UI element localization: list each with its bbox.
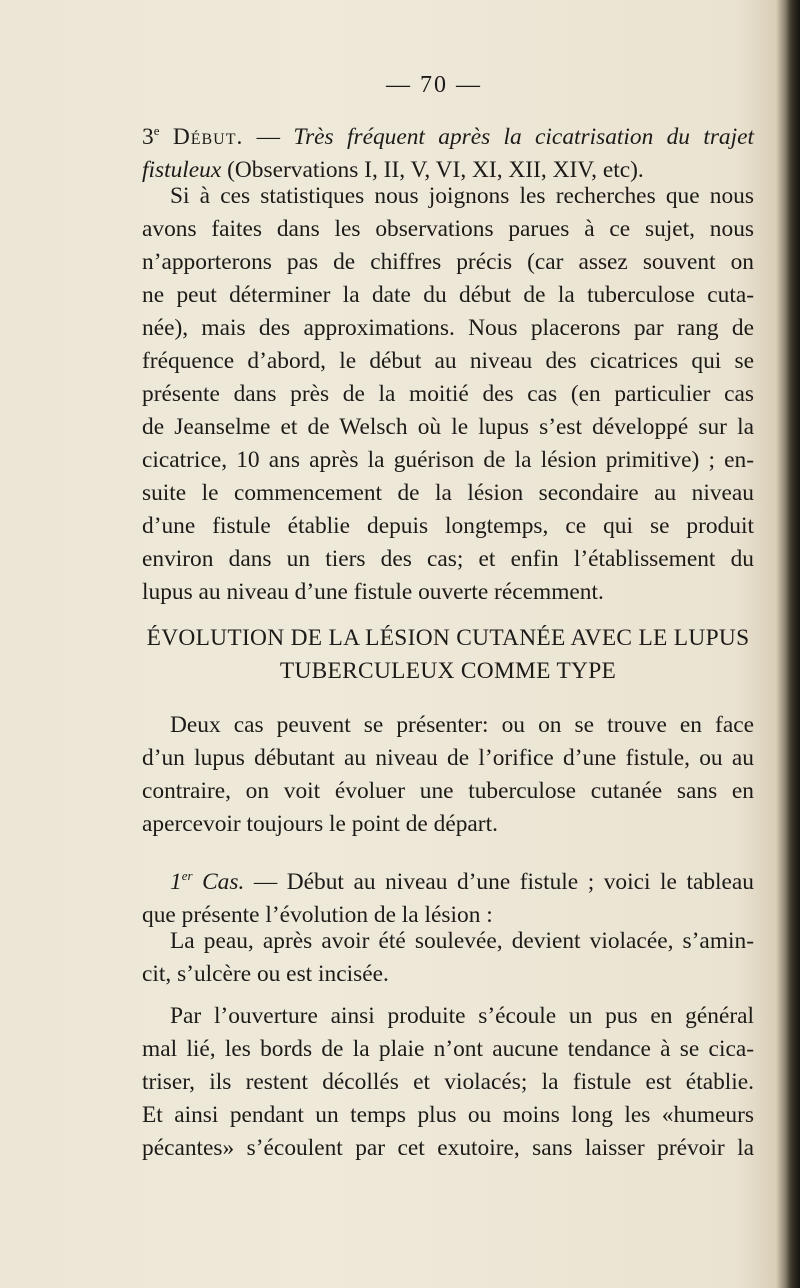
case-1-block xyxy=(142,859,754,932)
case-label: Cas. xyxy=(202,869,245,895)
paragraph-skin xyxy=(142,925,754,991)
text-line: de Jeanselme et de Welsch où le lupus s’est développé sur la xyxy=(142,414,754,440)
text-line: suite le commencement de la lésion secondaire au niveau xyxy=(142,480,754,506)
paragraph-statistics xyxy=(142,180,754,609)
text-line: ne peut déterminer la date du début de la tuberculose cuta- xyxy=(142,282,754,308)
text-line: présente dans près de la moitié des cas (en particulier cas xyxy=(142,381,754,407)
case-1-first-line xyxy=(142,859,754,899)
text-line: contraire, on voit évoluer une tuberculose cutanée sans en xyxy=(142,778,754,804)
text-line: cicatrice, 10 ans après la guérison de la lésion primitive) ; en- xyxy=(142,447,754,473)
text-line: Deux cas peuvent se présenter: ou on se trouve en face xyxy=(170,712,754,738)
text-line: n’apporterons pas de chiffres précis (car assez souvent on xyxy=(142,249,754,275)
text-line: avons faites dans les observations parues à ce sujet, nous xyxy=(142,216,754,242)
text-line: Et ainsi pendant un temps plus ou moins long les «humeurs xyxy=(142,1102,754,1128)
section-label: Début. xyxy=(172,124,244,150)
section-number: 3 xyxy=(142,124,154,150)
section-dash: — xyxy=(243,124,294,150)
text-line: née), mais des approximations. Nous placerons par rang de xyxy=(142,315,754,341)
section-number-sup: e xyxy=(153,123,160,138)
text-line: environ dans un tiers des cas; et enfin l’établissement du xyxy=(142,546,754,572)
text-line: cit, s’ulcère ou est incisée. xyxy=(142,961,389,987)
heading-line-2: TUBERCULEUX COMME TYPE xyxy=(279,658,617,684)
book-spine-shadow xyxy=(786,0,800,1288)
text-line: La peau, après avoir été soulevée, devient violacée, s’amin- xyxy=(170,928,754,954)
paragraph-two-cases xyxy=(142,709,754,841)
section-italic-title-2: fistuleux xyxy=(142,157,222,183)
text-line: triser, ils restent décollés et violacés; la fistule est établie. xyxy=(142,1069,754,1095)
section-3-block xyxy=(142,114,754,187)
case-number: 1 xyxy=(170,869,182,895)
section-3-heading-line xyxy=(142,114,754,154)
text-line: mal lié, les bords de la plaie n’ont aucune tendance à se cica- xyxy=(142,1036,754,1062)
page-number: — 70 — xyxy=(386,72,482,98)
paragraph-opening xyxy=(142,1000,754,1165)
text-line: fréquence d’abord, le début au niveau des cicatrices qui se xyxy=(142,348,754,374)
text-line: d’un lupus débutant au niveau de l’orifice d’une fistule, ou au xyxy=(142,745,754,771)
case-rest: — Début au niveau d’une fistule ; voici le tableau xyxy=(244,869,754,895)
text-line: lupus au niveau d’une fistule ouverte récemment. xyxy=(142,579,604,605)
text-line: Si à ces statistiques nous joignons les recherches que nous xyxy=(170,183,754,209)
section-observations: (Observations I, II, V, VI, XI, XII, XIV, etc). xyxy=(221,157,644,183)
section-italic-title: Très fréquent après la cicatrisation du trajet xyxy=(293,124,754,150)
text-line: que présente l’évolution de la lésion : xyxy=(142,902,493,928)
text-line: pécantes» s’écoulent par cet exutoire, sans laisser prévoir la xyxy=(142,1135,754,1161)
text-line: apercevoir toujours le point de départ. xyxy=(142,811,498,837)
section-heading xyxy=(142,622,754,688)
text-line: Par l’ouverture ainsi produite s’écoule un pus en général xyxy=(170,1003,754,1029)
text-line: d’une fistule établie depuis longtemps, ce qui se produit xyxy=(142,513,754,539)
case-number-sup: er xyxy=(181,868,193,883)
heading-line-1: ÉVOLUTION DE LA LÉSION CUTANÉE AVEC LE LUPUS xyxy=(146,625,750,651)
